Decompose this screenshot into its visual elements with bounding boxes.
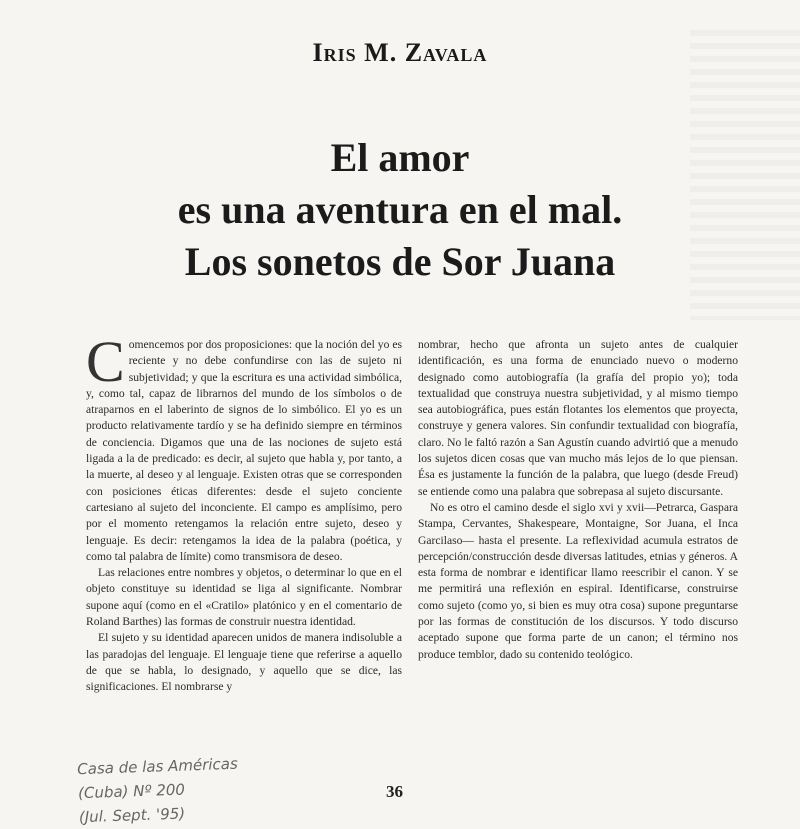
right-column [418, 337, 738, 663]
left-column [86, 329, 402, 696]
title-line-1: El amor [330, 135, 470, 180]
handwritten-note [77, 747, 379, 829]
article-title [80, 132, 720, 288]
title-line-3: Los sonetos de Sor Juana [184, 239, 616, 284]
handwritten-line: (Jul. Sept. '95) [78, 804, 186, 827]
paragraph-text: omencemos por dos proposiciones: que la noción del yo es reciente y no debe confundirse con las de sujeto ni subjetividad; y que la escritura es una actividad simbólica, y, como tal, capaz de librarnos del mundo de los símbolos o de atraparnos en el laberinto de signos de lo simbólico. El yo es un producto relativamente tardío y se ha definido siempre en términos de conciencia. Digamos que una de las nociones de sujeto está ligada a la de predicado: es decir, al sujeto que habla y, por tanto, a la muerte, al deseo y al lenguaje. Existen otras que se corresponden con posiciones éticas diferentes: desde el sujeto conciente cartesiano al sujeto del inconciente. El campo es amplísimo, pero por el momento retengamos la relación entre sujeto, deseo y lenguaje. Es decir: retengamos la idea de la palabra (poética, y como tal palabra de límite) como transmisora de deseo. [86, 338, 402, 563]
handwritten-line: Casa de las Américas [76, 754, 239, 779]
page-number: 36 [386, 782, 403, 801]
paragraph: Las relaciones entre nombres y objetos, o determinar lo que en el objeto constituye su identidad se liga al significante. Nombrar supone aquí (como en el «Cratilo» platónico y en el comentario de Roland Barthes) las formas de construir nuestra identidad. [86, 566, 402, 629]
paragraph [86, 329, 402, 565]
paragraph: El sujeto y su identidad aparecen unidos de manera indisoluble a las paradojas del lenguaje. El lenguaje tiene que referirse a aquello de que se habla, lo designado, y aquello que se dice, las significaciones. El nombrarse y [86, 631, 402, 694]
paragraph: nombrar, hecho que afronta un sujeto antes de cualquier identificación, es una forma de enunciado nuevo o moderno designado como autobiografía (la grafía del propio yo); toda textualidad que construya nuestra subjetividad, y al mismo tiempo sea autobiográfica, pues están flotantes los elementos que proyecta, construye y genera valores. Sin confundir textualidad con biografía, claro. No le faltó razón a San Agustín cuando advirtió que a menudo los sujetos dicen cosas que van mucho más lejos de lo que piensan. Ésa es justamente la función de la palabra, que luego (desde Freud) se entiende como una palabra que sobrepasa al sujeto discursante. [418, 338, 738, 498]
paragraph: No es otro el camino desde el siglo xvi y xvii—Petrarca, Gaspara Stampa, Cervantes, Shakespeare, Montaigne, Sor Juana, el Inca Garcilaso— hasta el presente. La reflexividad acumula estratos de percepción/construcción desde diversas latitudes, etnias y géneros. A esta forma de nombrar e identificar llamo reescribir el canon. Y se me permitirá una reflexión en espiral. Identificarse, construirse como sujeto (como yo, si bien es muy otra cosa) supone preguntarse por las formas de constitución de los discursos. Y todo discurso aceptado supone que forma parte de un canon; el término nos produce temblor, dado su contenido teológico. [418, 500, 738, 661]
drop-cap: C [86, 329, 125, 394]
author-name: Iris M. Zavala [312, 38, 488, 67]
title-line-2: es una aventura en el mal. [177, 187, 623, 232]
handwritten-line: (Cuba) Nº 200 [77, 780, 186, 803]
